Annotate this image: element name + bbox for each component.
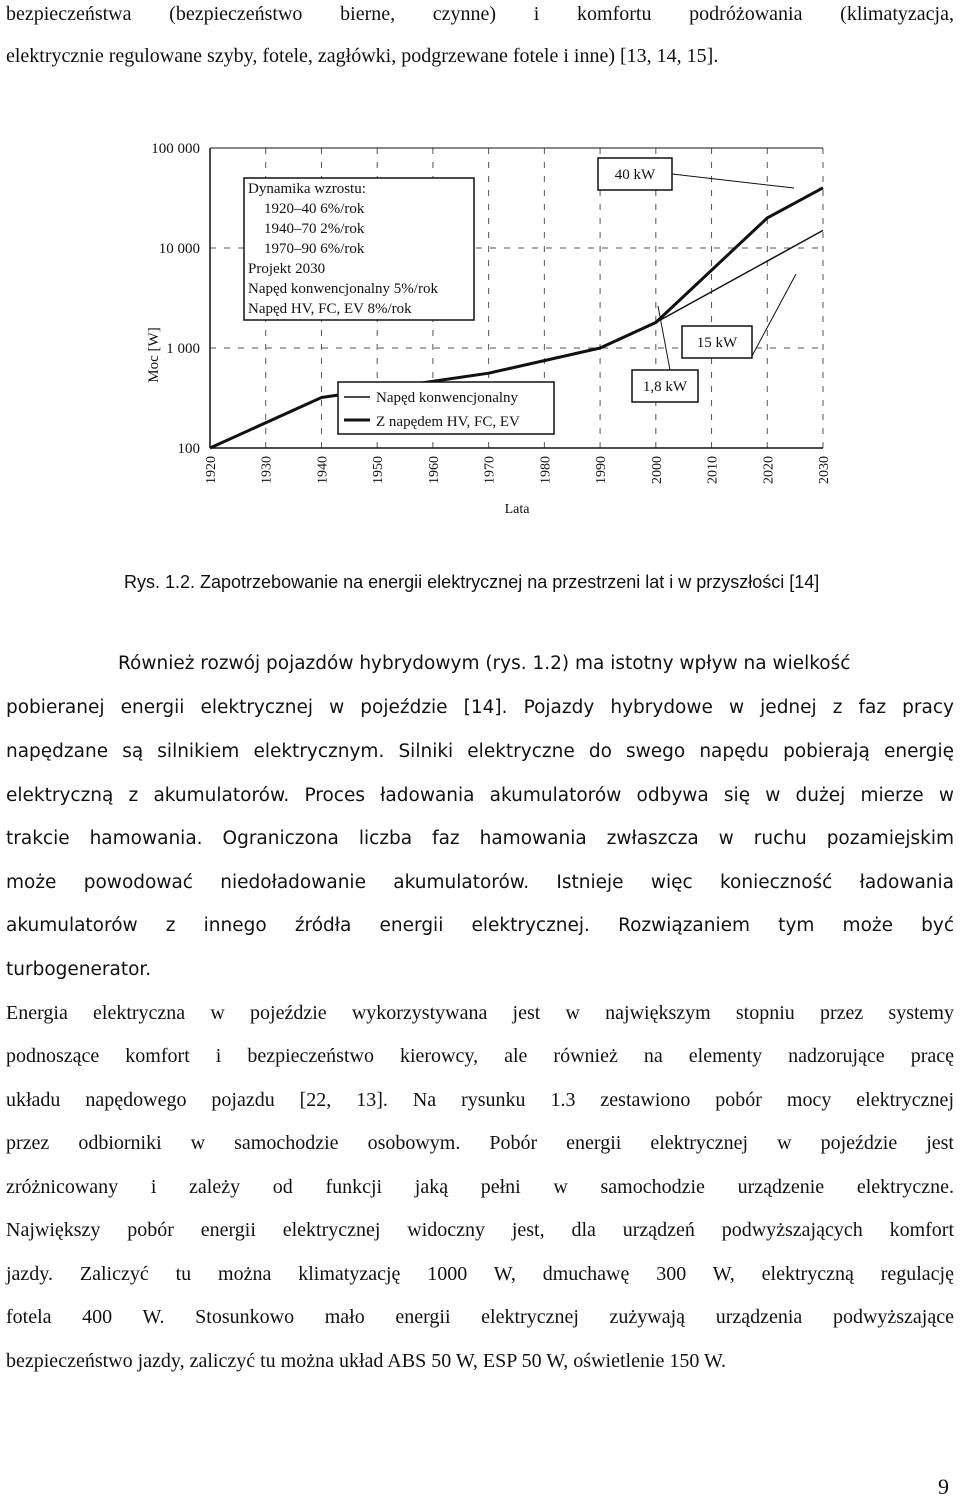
x-tick-label: 1940 [315,456,331,484]
legend-label-conventional: Napęd konwencjonalny [376,390,519,406]
x-tick-label: 1960 [426,456,442,484]
x-axis-label: Lata [504,502,530,517]
x-tick-label: 1980 [538,456,554,484]
text-line: elektrycznie regulowane szyby, fotele, zagłówki, podgrzewane fotele i inne) [13, 14, 15]. [6,45,719,67]
growth-box-line: 1940–70 2%/rok [264,221,365,237]
text-line: trakcie hamowania. Ograniczona liczba faz hamowania zwłaszcza w ruchu pozamiejskim [6,828,954,849]
legend-label-hybrid: Z napędem HV, FC, EV [376,414,520,430]
text-line: zróżnicowany i zależy od funkcji jaką pełni w samochodzie urządzenie elektryczne. [6,1176,954,1198]
text-line: układu napędowego pojazdu [22, 13]. Na rysunku 1.3 zestawiono pobór mocy elektrycznej [6,1089,954,1111]
callout-leader [752,274,796,356]
text-line: jazdy. Zaliczyć tu można klimatyzację 1000 W, dmuchawę 300 W, elektryczną regulację [6,1263,954,1285]
x-tick-label: 1920 [204,456,219,484]
growth-box-title: Dynamika wzrostu: [248,181,366,197]
y-ticks [151,141,200,457]
growth-box-line: 1970–90 6%/rok [264,241,365,257]
text-line: fotela 400 W. Stosunkowo mało energii elektrycznej zużywają urządzenia podwyższające [6,1306,954,1328]
callout-label: 40 kW [614,167,656,183]
callout-leader [672,174,794,188]
figure-caption: Rys. 1.2. Zapotrzebowanie na energii elektrycznej na przestrzeni lat i w przyszłości [14] [124,572,820,592]
x-ticks [204,456,832,484]
text-line: podnoszące komfort i bezpieczeństwo kierowcy, ale również na elementy nadzorujące pracę [6,1045,954,1067]
growth-box-line: Napęd konwencjonalny 5%/rok [248,281,438,297]
text-line: przez odbiorniki w samochodzie osobowym. Pobór energii elektrycznej w pojeździe jest [6,1132,954,1154]
page-number: 9 [938,1474,949,1499]
x-tick-label: 2000 [649,456,665,484]
x-tick-label: 1990 [594,456,610,484]
text-line: bezpieczeństwa (bezpieczeństwo bierne, czynne) i komfortu podróżowania (klimatyzacja, [6,3,954,25]
growth-box-line: Napęd HV, FC, EV 8%/rok [248,301,412,317]
y-tick-label: 100 [177,441,200,457]
x-tick-label: 2020 [761,456,777,484]
text-line: pobieranej energii elektrycznej w pojeździe [14]. Pojazdy hybrydowe w jednej z faz pracy [6,697,954,718]
callout-label: 1,8 kW [642,379,688,395]
growth-box-line: Projekt 2030 [248,261,326,277]
text-line: Największy pobór energii elektrycznej widoczny jest, dla urządzeń podwyższających komfort [6,1219,954,1241]
y-tick-label: 10 000 [158,241,200,257]
x-tick-label: 1970 [482,456,498,484]
x-tick-label: 1930 [259,456,275,484]
text-line: może powodować niedoładowanie akumulatorów. Istnieje więc konieczność ładowania [6,872,954,893]
y-tick-label: 100 000 [151,141,200,157]
x-tick-label: 1950 [371,456,387,484]
text-line: elektryczną z akumulatorów. Proces ładowania akumulatorów odbywa się w dużej mierze w [6,785,954,806]
text-line: Energia elektryczna w pojeździe wykorzystywana jest w największym stopniu przez systemy [6,1002,954,1024]
growth-box-line: 1920–40 6%/rok [264,201,365,217]
power-demand-chart [130,130,850,530]
text-line: akumulatorów z innego źródła energii elektrycznej. Rozwiązaniem tym może być [6,915,954,936]
text-line: bezpieczeństwo jazdy, zaliczyć tu można układ ABS 50 W, ESP 50 W, oświetlenie 150 W. [6,1350,727,1372]
y-axis-label: Moc [W] [146,327,162,383]
text-line: napędzane są silnikiem elektrycznym. Silniki elektryczne do swego napędu pobierają energię [6,741,954,762]
x-tick-label: 2010 [705,456,721,484]
y-tick-label: 1 000 [166,341,200,357]
x-tick-label: 2030 [817,456,832,484]
callout-label: 15 kW [696,335,738,351]
text-line: Również rozwój pojazdów hybrydowym (rys. 1.2) ma istotny wpływ na wielkość [118,653,851,674]
text-line: turbogenerator. [6,959,152,980]
